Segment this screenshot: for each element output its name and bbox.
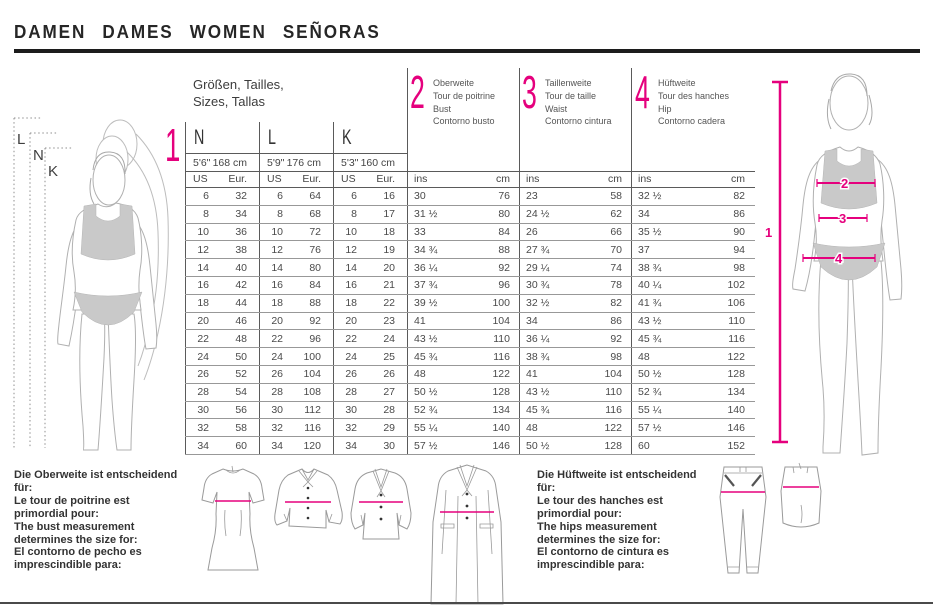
units-hip: ins cm	[638, 173, 745, 185]
table-row	[185, 366, 755, 384]
size-cell: 18 22	[345, 297, 395, 310]
size-heading-line2: Sizes, Tallas	[193, 93, 266, 109]
hip-cell: 55 ¼ 140	[638, 403, 745, 416]
size-cell: 32 58	[197, 421, 247, 434]
waist-cell: 38 ¾ 98	[526, 350, 622, 363]
dress-drawing	[198, 464, 268, 576]
size-cell: 18 88	[271, 297, 321, 310]
column-group-1-number: 1	[165, 119, 181, 171]
bust-cell: 52 ¾ 134	[414, 403, 510, 416]
table-row	[185, 295, 755, 313]
units-waist: ins cm	[526, 173, 622, 185]
size-cell: 20 92	[271, 314, 321, 327]
size-cell: 6 64	[277, 190, 321, 203]
table-row	[185, 402, 755, 420]
bust-cell: 57 ½ 146	[414, 439, 510, 452]
size-cell: 8 17	[351, 208, 395, 221]
hip-footnote: Die Hüftweite ist entscheidend für: Le tour des hanches est primordial pour: The hips measurement determines the size for: El contorno de cintura es imprescindible para:	[537, 469, 697, 572]
table-row	[185, 419, 755, 437]
size-cell: 22 48	[197, 332, 247, 345]
waist-cell: 27 ¾ 70	[526, 243, 622, 256]
bust-cell: 55 ¼ 140	[414, 421, 510, 434]
size-cell: 34 120	[271, 439, 321, 452]
size-cell: 10 36	[197, 225, 247, 238]
pants-drawing	[714, 461, 772, 579]
hip-cell: 37 94	[638, 243, 745, 256]
hip-cell: 57 ½ 146	[638, 421, 745, 434]
bust-cell: 43 ½ 110	[414, 332, 510, 345]
waist-measure-label: 3	[839, 211, 847, 226]
hip-cell: 52 ¾ 134	[638, 386, 745, 399]
waist-cell: 36 ¼ 92	[526, 332, 622, 345]
bust-footnote: Die Oberweite ist entscheidend für: Le tour de poitrine est primordial pour: The bust measurement determines the size for: El contorno de pecho es imprescindible para:	[14, 469, 178, 572]
size-cell: 10 18	[345, 225, 395, 238]
table-row	[185, 224, 755, 242]
size-cell: 30 56	[197, 403, 247, 416]
jacket-drawing	[349, 465, 413, 545]
height-label-n: N	[33, 147, 44, 164]
hip-cell: 35 ½ 90	[638, 225, 745, 238]
bust-cell: 37 ¾ 96	[414, 279, 510, 292]
size-cell: 16 84	[271, 279, 321, 292]
size-cell: 30 112	[271, 403, 321, 416]
hip-column-header	[635, 66, 730, 128]
hip-cell: 41 ¾ 106	[638, 297, 745, 310]
table-row	[185, 313, 755, 331]
bottom-edge-rule	[0, 602, 933, 604]
size-cell: 26 52	[197, 368, 247, 381]
hip-cell: 32 ½ 82	[638, 190, 745, 203]
bust-cell: 30 76	[414, 190, 510, 203]
hip-cell: 38 ¾ 98	[638, 261, 745, 274]
bust-cell: 34 ¾ 88	[414, 243, 510, 256]
bust-cell: 41 104	[414, 314, 510, 327]
size-cell: 26 104	[271, 368, 321, 381]
size-cell: 12 76	[271, 243, 321, 256]
size-cell: 16 42	[197, 279, 247, 292]
rule-under-size-labels	[185, 153, 407, 154]
size-heading-line1: Größen, Tailles,	[193, 77, 284, 92]
hip-column-labels: Hüftweite Tour des hanches Hip Contorno cadera	[658, 78, 730, 127]
bust-column-header	[410, 66, 496, 128]
size-col-header-k: K	[342, 126, 352, 149]
bust-cell: 48 122	[414, 368, 510, 381]
waist-cell: 26 66	[526, 225, 622, 238]
bust-column-labels: Oberweite Tour de poitrine Bust Contorno busto	[433, 78, 496, 127]
size-cell: 22 96	[271, 332, 321, 345]
waist-cell: 23 58	[526, 190, 622, 203]
height-label-l: L	[17, 131, 26, 148]
hip-cell: 50 ½ 128	[638, 368, 745, 381]
size-cell: 20 23	[345, 314, 395, 327]
waist-cell: 50 ½ 128	[526, 439, 622, 452]
table-row	[185, 206, 755, 224]
size-cell: 12 19	[345, 243, 395, 256]
size-cell: 24 100	[271, 350, 321, 363]
hip-cell: 45 ¾ 116	[638, 332, 745, 345]
size-cell: 34 60	[197, 439, 247, 452]
column-group-3-number: 3	[522, 66, 537, 118]
table-body	[185, 188, 755, 455]
column-group-2-number: 2	[410, 66, 425, 118]
bust-measure-label: 2	[841, 176, 849, 191]
waist-cell: 48 122	[526, 421, 622, 434]
layered-silhouettes	[58, 120, 169, 450]
bust-cell: 36 ¼ 92	[414, 261, 510, 274]
waist-cell: 29 ¼ 74	[526, 261, 622, 274]
waist-cell: 41 104	[526, 368, 622, 381]
height-comparison-figure	[8, 108, 173, 468]
bust-cell: 45 ¾ 116	[414, 350, 510, 363]
size-cell: 32 29	[345, 421, 395, 434]
size-cell: 28 27	[345, 386, 395, 399]
waist-cell: 24 ½ 62	[526, 208, 622, 221]
size-cell: 20 46	[197, 314, 247, 327]
table-row	[185, 241, 755, 259]
blouse-drawing	[274, 464, 344, 540]
woman-silhouette	[793, 74, 902, 455]
waist-cell: 32 ½ 82	[526, 297, 622, 310]
size-cell: 24 50	[197, 350, 247, 363]
size-cell: 24 25	[345, 350, 395, 363]
table-row	[185, 437, 755, 455]
bust-cell: 39 ½ 100	[414, 297, 510, 310]
height-measure-label: 1	[765, 225, 773, 240]
size-cell: 18 44	[197, 297, 247, 310]
hip-cell: 60 152	[638, 439, 745, 452]
unit-header-row	[185, 173, 755, 185]
table-row	[185, 384, 755, 402]
bust-cell: 31 ½ 80	[414, 208, 510, 221]
waist-column-header	[522, 66, 612, 128]
bust-cell: 33 84	[414, 225, 510, 238]
height-measure-line	[765, 82, 788, 442]
height-mark-n-line	[30, 133, 58, 448]
bust-cell: 50 ½ 128	[414, 386, 510, 399]
size-cell: 28 108	[271, 386, 321, 399]
size-cell: 6 32	[203, 190, 247, 203]
table-row	[185, 348, 755, 366]
height-mark-l-line	[14, 118, 42, 448]
waist-cell: 43 ½ 110	[526, 386, 622, 399]
hip-cell: 48 122	[638, 350, 745, 363]
units-bust: ins cm	[414, 173, 510, 185]
size-col-header-l: L	[268, 126, 276, 149]
measurement-figure	[763, 63, 933, 463]
height-row	[185, 157, 407, 169]
size-cell: 12 38	[197, 243, 247, 256]
size-cell: 10 72	[271, 225, 321, 238]
hip-measure-label: 4	[835, 251, 843, 266]
page-title: DAMEN DAMES WOMEN SEÑORAS	[14, 22, 381, 42]
height-n: 5'6" 168 cm	[193, 157, 247, 169]
size-cell: 30 28	[345, 403, 395, 416]
size-cell: 8 68	[277, 208, 321, 221]
units-k: US Eur.	[341, 173, 395, 185]
size-table	[185, 122, 755, 455]
size-col-header-n: N	[194, 126, 205, 149]
size-cell: 6 16	[351, 190, 395, 203]
title-rule	[14, 49, 920, 53]
hip-cell: 40 ¼ 102	[638, 279, 745, 292]
size-cell: 28 54	[197, 386, 247, 399]
table-row	[185, 330, 755, 348]
waist-cell: 30 ¾ 78	[526, 279, 622, 292]
size-heading	[193, 77, 284, 110]
column-group-4-number: 4	[635, 66, 650, 118]
hip-cell: 34 86	[638, 208, 745, 221]
size-cell: 16 21	[345, 279, 395, 292]
rule-under-heights	[185, 171, 755, 172]
waist-column-labels: Taillenweite Tour de taille Waist Contorno cintura	[545, 78, 612, 127]
units-n: US Eur.	[193, 173, 247, 185]
waist-cell: 34 86	[526, 314, 622, 327]
height-l: 5'9" 176 cm	[267, 157, 321, 169]
hip-cell: 43 ½ 110	[638, 314, 745, 327]
coat-drawing	[428, 462, 506, 605]
height-label-k: K	[48, 163, 59, 180]
height-k: 5'3" 160 cm	[341, 157, 395, 169]
size-cell: 32 116	[271, 421, 321, 434]
size-system-headers	[185, 124, 407, 151]
waist-cell: 45 ¾ 116	[526, 403, 622, 416]
size-cell: 26 26	[345, 368, 395, 381]
size-cell: 8 34	[203, 208, 247, 221]
table-row	[185, 277, 755, 295]
size-cell: 14 80	[271, 261, 321, 274]
size-cell: 14 20	[345, 261, 395, 274]
table-row	[185, 188, 755, 206]
size-cell: 22 24	[345, 332, 395, 345]
size-cell: 14 40	[197, 261, 247, 274]
size-cell: 34 30	[345, 439, 395, 452]
units-l: US Eur.	[267, 173, 321, 185]
table-row	[185, 259, 755, 277]
skirt-drawing	[779, 461, 823, 533]
